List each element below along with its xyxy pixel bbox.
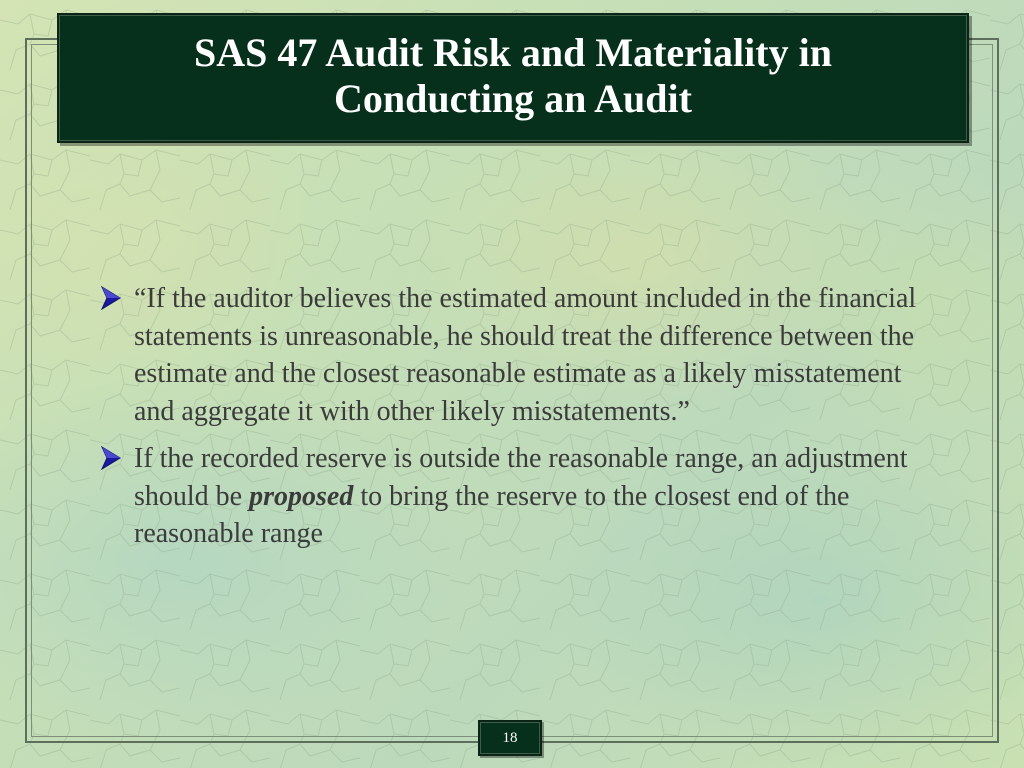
bullet-list (100, 280, 940, 563)
slide-title: SAS 47 Audit Risk and Materiality in Conducting an Audit (194, 30, 832, 121)
bullet-item (100, 440, 940, 553)
page-number: 18 (478, 720, 542, 756)
emphasized-word: proposed (249, 480, 354, 512)
arrowhead-bullet-icon (100, 440, 134, 476)
title-bar (57, 13, 969, 143)
bullet-text-before: If the recorded reserve is outside the reasonable range, an adjustment should be (134, 443, 908, 512)
arrowhead-bullet-icon (100, 280, 134, 316)
bullet-text: “If the auditor believes the estimated amount included in the financial statements is unreasonable, he should treat the difference between the estimate and the closest reasonable estimate as a likely misstatement and aggregate it with other likely misstatements.” (134, 283, 917, 427)
bullet-item (100, 280, 940, 430)
bullet-text-after: to bring the reserve to the closest end of the reasonable range (134, 480, 850, 549)
bullet-text (134, 440, 940, 553)
